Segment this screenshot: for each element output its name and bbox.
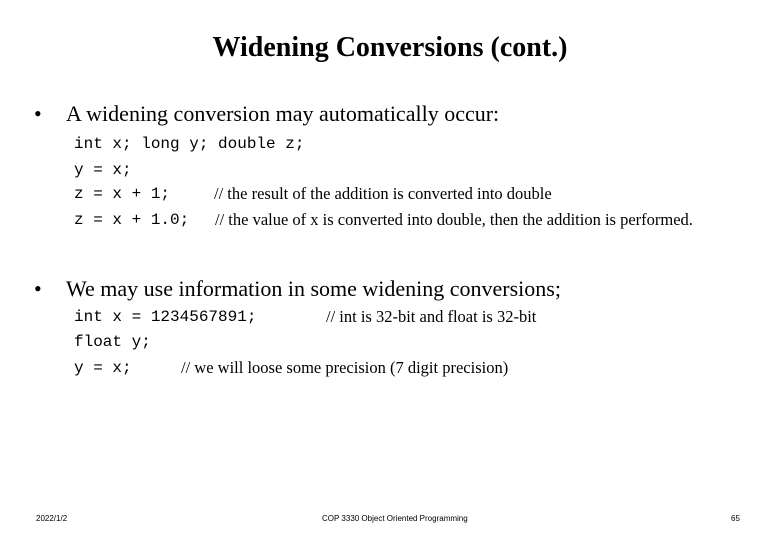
footer-course: COP 3330 Object Oriented Programming xyxy=(322,514,468,523)
bullet-marker: • xyxy=(34,276,42,301)
code-line: z = x + 1; xyxy=(74,185,171,203)
code-line: y = x; xyxy=(74,359,132,377)
code-line: int x; long y; double z; xyxy=(74,135,305,153)
code-comment: // the result of the addition is converted into double xyxy=(214,184,552,203)
bullet-1-text: A widening conversion may automatically occur: xyxy=(66,101,500,126)
code-line: y = x; xyxy=(74,161,132,179)
code-line: float y; xyxy=(74,333,151,351)
footer-page-number: 65 xyxy=(731,514,740,523)
bullet-1 xyxy=(34,101,499,127)
bullet-marker: • xyxy=(34,101,42,126)
code-line: z = x + 1.0; xyxy=(74,211,190,229)
code-comment: // we will loose some precision (7 digit precision) xyxy=(181,358,509,377)
code-comment: // int is 32-bit and float is 32-bit xyxy=(326,307,537,326)
footer-date: 2022/1/2 xyxy=(36,514,68,523)
code-comment: // the value of x is converted into double, then the addition is performed. xyxy=(215,210,693,229)
bullet-2-text: We may use information in some widening conversions; xyxy=(66,276,561,301)
bullet-2 xyxy=(34,276,561,302)
code-line: int x = 1234567891; xyxy=(74,308,257,326)
slide-title: Widening Conversions (cont.) xyxy=(212,32,568,63)
